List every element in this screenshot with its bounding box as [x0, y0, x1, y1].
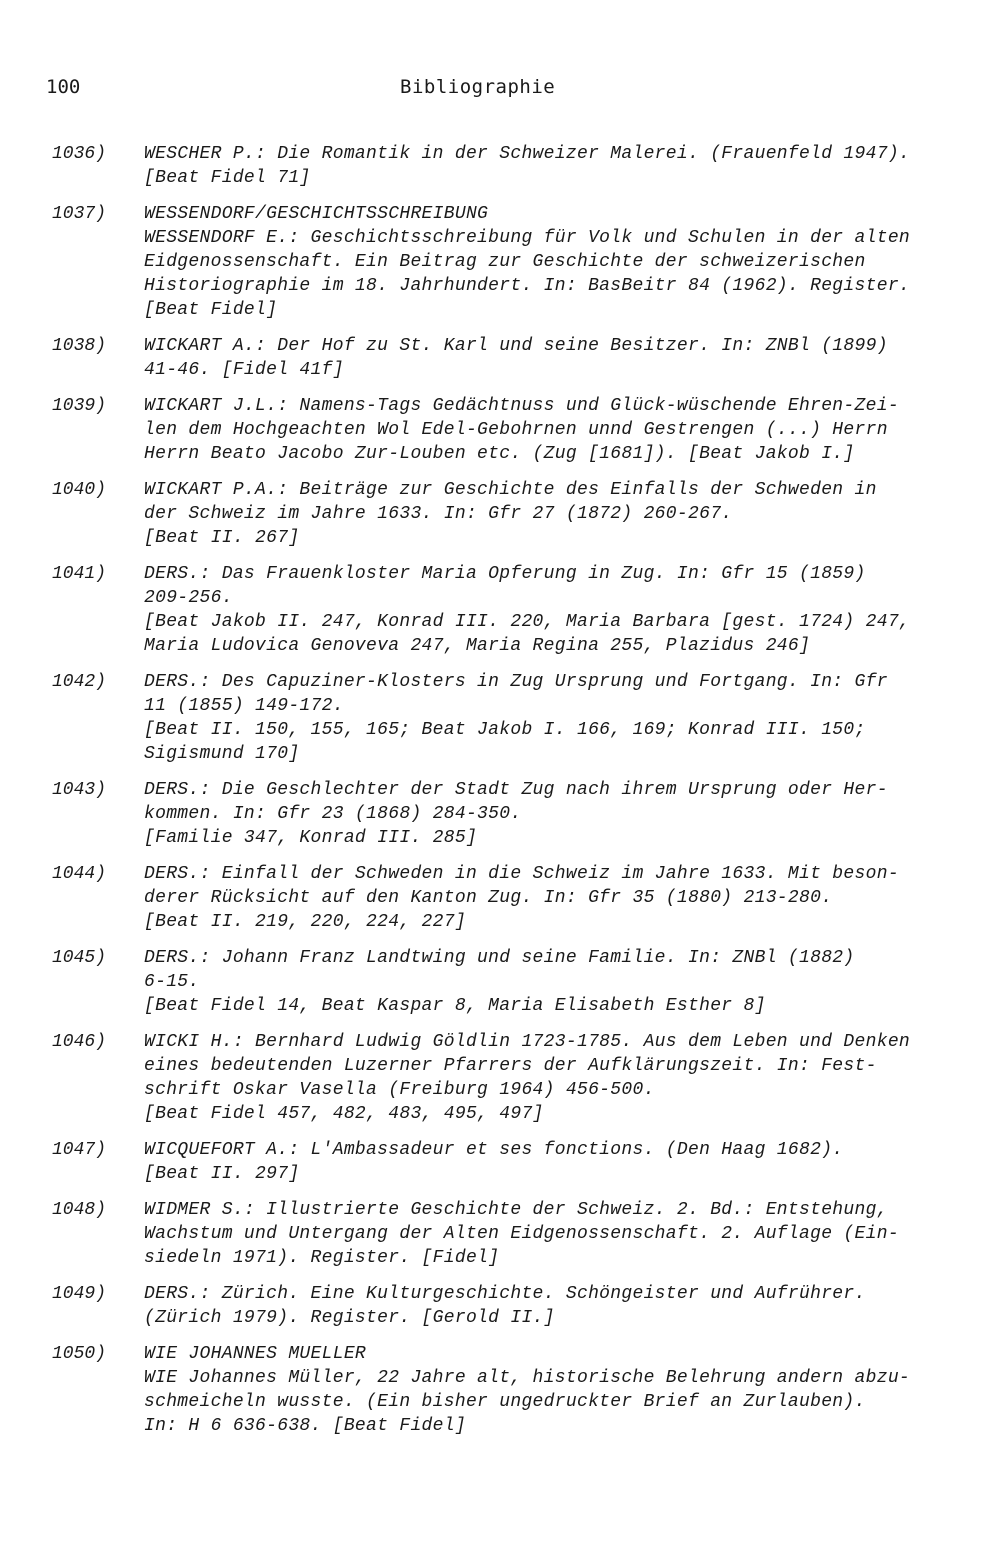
- bibliography-entry: [52, 946, 942, 1018]
- bibliography-entry: [52, 670, 942, 766]
- entry-number: 1039): [52, 396, 107, 416]
- running-title: Bibliographie: [400, 76, 556, 98]
- entry-line: [Beat II. 297]: [144, 1164, 300, 1184]
- entry-line: WICKART J.L.: Namens-Tags Gedächtnuss und Glück-wüschende Ehren-Zei-: [144, 396, 899, 416]
- bibliography-entry: [52, 862, 942, 934]
- bibliography-entry: [52, 562, 942, 658]
- entry-line: [Beat Jakob II. 247, Konrad III. 220, Maria Barbara [gest. 1724) 247,: [144, 612, 911, 632]
- entry-line: WESCHER P.: Die Romantik in der Schweizer Malerei. (Frauenfeld 1947).: [144, 144, 911, 164]
- entry-line: WICKI H.: Bernhard Ludwig Göldlin 1723-1785. Aus dem Leben und Denken: [144, 1032, 911, 1052]
- entry-line: [Beat II. 150, 155, 165; Beat Jakob I. 166, 169; Konrad III. 150;: [144, 720, 866, 740]
- entry-line: Herrn Beato Jacobo Zur-Louben etc. (Zug [1681]). [Beat Jakob I.]: [144, 444, 855, 464]
- entry-line: Historiographie im 18. Jahrhundert. In: BasBeitr 84 (1962). Register.: [144, 276, 911, 296]
- entry-line: 6-15.: [144, 972, 200, 992]
- entry-text: [144, 394, 942, 466]
- entry-text: [144, 670, 942, 766]
- entry-line: 209-256.: [144, 588, 233, 608]
- entry-text: [144, 1030, 942, 1126]
- entry-line: DERS.: Zürich. Eine Kulturgeschichte. Schöngeister und Aufrührer.: [144, 1284, 866, 1304]
- entry-line: [Beat II. 267]: [144, 528, 300, 548]
- entry-text: [144, 1342, 942, 1438]
- entry-line: [Beat Fidel]: [144, 300, 278, 320]
- entry-line: WESSENDORF E.: Geschichtsschreibung für Volk und Schulen in der alten: [144, 228, 911, 248]
- page-header: [46, 76, 926, 102]
- entry-number: 1043): [52, 780, 107, 800]
- bibliography-entry: [52, 334, 942, 382]
- entry-number: 1050): [52, 1344, 107, 1364]
- entry-number: 1040): [52, 480, 107, 500]
- entry-line: siedeln 1971). Register. [Fidel]: [144, 1248, 500, 1268]
- entry-text: [144, 202, 942, 322]
- entry-line: schrift Oskar Vasella (Freiburg 1964) 456-500.: [144, 1080, 655, 1100]
- entry-line: [Beat II. 219, 220, 224, 227]: [144, 912, 466, 932]
- bibliography-entry: [52, 1198, 942, 1270]
- entry-number: 1042): [52, 672, 107, 692]
- entry-number: 1041): [52, 564, 107, 584]
- entry-text: [144, 334, 942, 382]
- entry-line: WIE Johannes Müller, 22 Jahre alt, historische Belehrung andern abzu-: [144, 1368, 911, 1388]
- bibliography-entry: [52, 202, 942, 322]
- entry-number: 1047): [52, 1140, 107, 1160]
- bibliography-entry: [52, 1342, 942, 1438]
- entry-number: 1048): [52, 1200, 107, 1220]
- entry-line: In: H 6 636-638. [Beat Fidel]: [144, 1416, 466, 1436]
- entry-line: len dem Hochgeachten Wol Edel-Gebohrnen unnd Gestrengen (...) Herrn: [144, 420, 888, 440]
- entry-text: [144, 946, 942, 1018]
- entry-line: DERS.: Johann Franz Landtwing und seine Familie. In: ZNBl (1882): [144, 948, 855, 968]
- entry-line: DERS.: Das Frauenkloster Maria Opferung in Zug. In: Gfr 15 (1859): [144, 564, 866, 584]
- entry-line: kommen. In: Gfr 23 (1868) 284-350.: [144, 804, 522, 824]
- page-number: 100: [46, 76, 81, 98]
- entry-text: [144, 862, 942, 934]
- entry-line: WICKART A.: Der Hof zu St. Karl und seine Besitzer. In: ZNBl (1899): [144, 336, 888, 356]
- entry-line: WIDMER S.: Illustrierte Geschichte der Schweiz. 2. Bd.: Entstehung,: [144, 1200, 888, 1220]
- entry-number: 1036): [52, 144, 107, 164]
- entry-line: Eidgenossenschaft. Ein Beitrag zur Geschichte der schweizerischen: [144, 252, 866, 272]
- bibliography-entry: [52, 1030, 942, 1126]
- entry-number: 1049): [52, 1284, 107, 1304]
- entry-line: Wachstum und Untergang der Alten Eidgenossenschaft. 2. Auflage (Ein-: [144, 1224, 899, 1244]
- entry-line: Maria Ludovica Genoveva 247, Maria Regina 255, Plazidus 246]: [144, 636, 811, 656]
- entry-text: [144, 778, 942, 850]
- bibliography-entry: [52, 142, 942, 190]
- entry-line: DERS.: Des Capuziner-Klosters in Zug Ursprung und Fortgang. In: Gfr: [144, 672, 888, 692]
- entry-line: Sigismund 170]: [144, 744, 300, 764]
- entry-number: 1045): [52, 948, 107, 968]
- entry-line: WICKART P.A.: Beiträge zur Geschichte des Einfalls der Schweden in: [144, 480, 877, 500]
- entry-line: derer Rücksicht auf den Kanton Zug. In: Gfr 35 (1880) 213-280.: [144, 888, 833, 908]
- entry-text: [144, 1198, 942, 1270]
- entry-line: [Beat Fidel 71]: [144, 168, 311, 188]
- bibliography-entry: [52, 478, 942, 550]
- entry-line: WIE JOHANNES MUELLER: [144, 1344, 367, 1364]
- entry-text: [144, 142, 942, 190]
- entry-line: (Zürich 1979). Register. [Gerold II.]: [144, 1308, 555, 1328]
- entry-text: [144, 1282, 942, 1330]
- entry-number: 1038): [52, 336, 107, 356]
- bibliography-entry: [52, 394, 942, 466]
- entry-text: [144, 1138, 942, 1186]
- bibliography-list: [52, 142, 942, 1450]
- entry-line: 41-46. [Fidel 41f]: [144, 360, 344, 380]
- entry-line: DERS.: Die Geschlechter der Stadt Zug nach ihrem Ursprung oder Her-: [144, 780, 888, 800]
- entry-line: DERS.: Einfall der Schweden in die Schweiz im Jahre 1633. Mit beson-: [144, 864, 899, 884]
- entry-number: 1037): [52, 204, 107, 224]
- bibliography-entry: [52, 778, 942, 850]
- entry-line: [Beat Fidel 14, Beat Kaspar 8, Maria Elisabeth Esther 8]: [144, 996, 766, 1016]
- entry-text: [144, 478, 942, 550]
- bibliography-entry: [52, 1138, 942, 1186]
- entry-line: [Familie 347, Konrad III. 285]: [144, 828, 478, 848]
- entry-number: 1046): [52, 1032, 107, 1052]
- entry-line: eines bedeutenden Luzerner Pfarrers der Aufklärungszeit. In: Fest-: [144, 1056, 877, 1076]
- entry-line: [Beat Fidel 457, 482, 483, 495, 497]: [144, 1104, 544, 1124]
- entry-line: WESSENDORF/GESCHICHTSSCHREIBUNG: [144, 204, 489, 224]
- entry-text: [144, 562, 942, 658]
- entry-line: schmeicheln wusste. (Ein bisher ungedruckter Brief an Zurlauben).: [144, 1392, 866, 1412]
- entry-number: 1044): [52, 864, 107, 884]
- entry-line: WICQUEFORT A.: L'Ambassadeur et ses fonctions. (Den Haag 1682).: [144, 1140, 844, 1160]
- entry-line: der Schweiz im Jahre 1633. In: Gfr 27 (1872) 260-267.: [144, 504, 733, 524]
- bibliography-entry: [52, 1282, 942, 1330]
- entry-line: 11 (1855) 149-172.: [144, 696, 344, 716]
